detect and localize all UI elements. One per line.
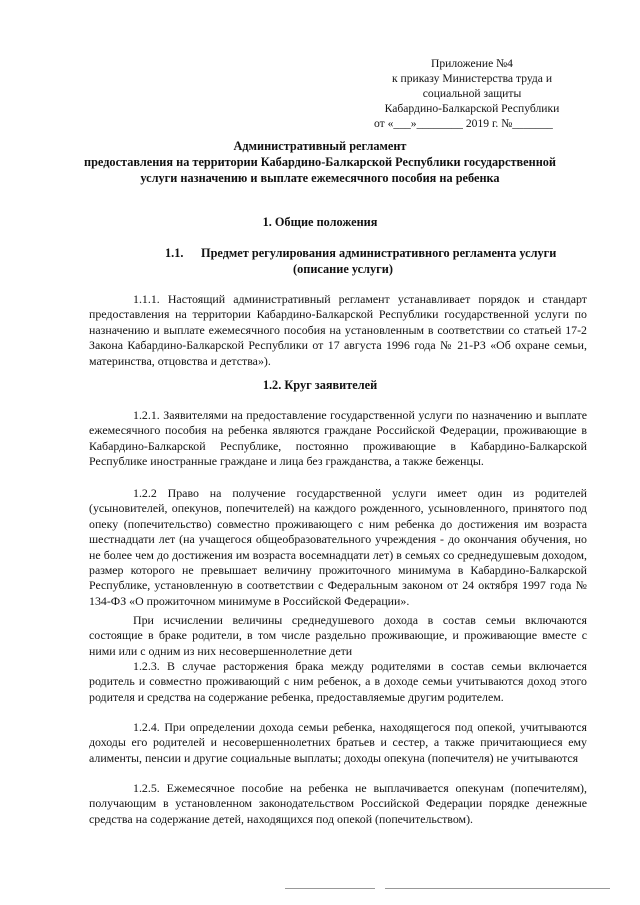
subsection-1-1-heading (165, 245, 605, 277)
subsection-1-1-subtitle: (описание услуги) (293, 262, 393, 276)
paragraph-1-2-2-income: При исчислении величины среднедушевого дохода в состав семьи включаются состоящие в браке родители, в том числе раздельно проживающие, и проживающие вместе с ними или с одним из них несовершеннолетние дети (89, 613, 587, 658)
appendix-number: Приложение №4 (431, 57, 513, 70)
title-line-2: предоставления на территории Кабардино-Балкарской Республики государственной (83, 155, 557, 169)
footer-rule-right (385, 888, 610, 889)
subsection-1-2-heading: 1.2. Круг заявителей (262, 378, 378, 392)
paragraph-1-2-1: 1.2.1. Заявителями на предоставление государственной услуги по назначению и выплате ежемесячного пособия на ребенка являются граждане Российской Федерации, проживающие в Кабардино-Балкарской Республике, постоянно проживающие в Кабардино-Балкарской Республике иностранные граждане и лица без гражданства, а также беженцы. (89, 408, 587, 469)
section-1-heading: 1. Общие положения (262, 215, 378, 229)
footer-rule-left (285, 888, 375, 889)
appendix-ministry: социальной защиты (422, 87, 522, 100)
subsection-1-1-number: 1.1. (165, 246, 184, 260)
paragraph-1-2-2: 1.2.2 Право на получение государственной услуги имеет один из родителей (усыновителей, опекунов, попечителей) на каждого рожденного, усыновленного, принятого под опеку (попечительство) совместно проживающего с ним ребенка до достижения им возраста шестнадцати лет (на учащегося общеобразовательного учреждения - до окончания обучения, но не более чем до достижения им возраста восемнадцати лет) в семьях со среднедушевым доходом, размер которого не превышает величину прожиточного минимума в Кабардино-Балкарской Республике, установленную в соответствии с Федеральным законом от 24 октября 1997 года № 134-ФЗ «О прожиточном минимуме в Российской Федерации». (89, 486, 587, 608)
document-title (60, 138, 580, 186)
appendix-order-ref: к приказу Министерства труда и (391, 72, 553, 85)
subsection-1-1-title: Предмет регулирования административного регламента услуги (201, 246, 557, 260)
paragraph-1-2-3: 1.2.3. В случае расторжения брака между родителями в состав семьи включается родитель и совместно проживающий с ним ребенок, а в доходе семьи учитываются доход этого родителя и средства на содержание ребенка, предоставляемые другим родителем. (89, 659, 587, 704)
paragraph-1-1-1: 1.1.1. Настоящий административный регламент устанавливает порядок и стандарт предоставления на территории Кабардино-Балкарской Республики государственной услуги по назначению и выплате ежемесячного пособия на установленным в соответствии со статьей 17-2 Закона Кабардино-Балкарской Республики от 17 августа 1996 года № 21-РЗ «Об охране семьи, материнства, отцовства и детства»). (89, 292, 587, 368)
title-line-3: услуги назначению и выплате ежемесячного пособия на ребенка (140, 171, 500, 185)
appendix-republic: Кабардино-Балкарской Республики (384, 102, 560, 115)
appendix-header (372, 56, 572, 131)
appendix-date-number: от «___»________ 2019 г. №_______ (374, 117, 553, 130)
paragraph-1-2-5: 1.2.5. Ежемесячное пособие на ребенка не выплачивается опекунам (попечителям), получающим в установленном законодательством Российской Федерации порядке денежные средства на содержание детей, находящихся под опекой (попечительством). (89, 781, 587, 826)
title-line-1: Административный регламент (233, 139, 407, 153)
paragraph-1-2-4: 1.2.4. При определении дохода семьи ребенка, находящегося под опекой, учитываются доходы его родителей и несовершеннолетних братьев и сестер, а также причитающиеся ему алименты, пенсии и другие социальные выплаты; доходы опекуна (попечителя) не учитываются (89, 720, 587, 765)
